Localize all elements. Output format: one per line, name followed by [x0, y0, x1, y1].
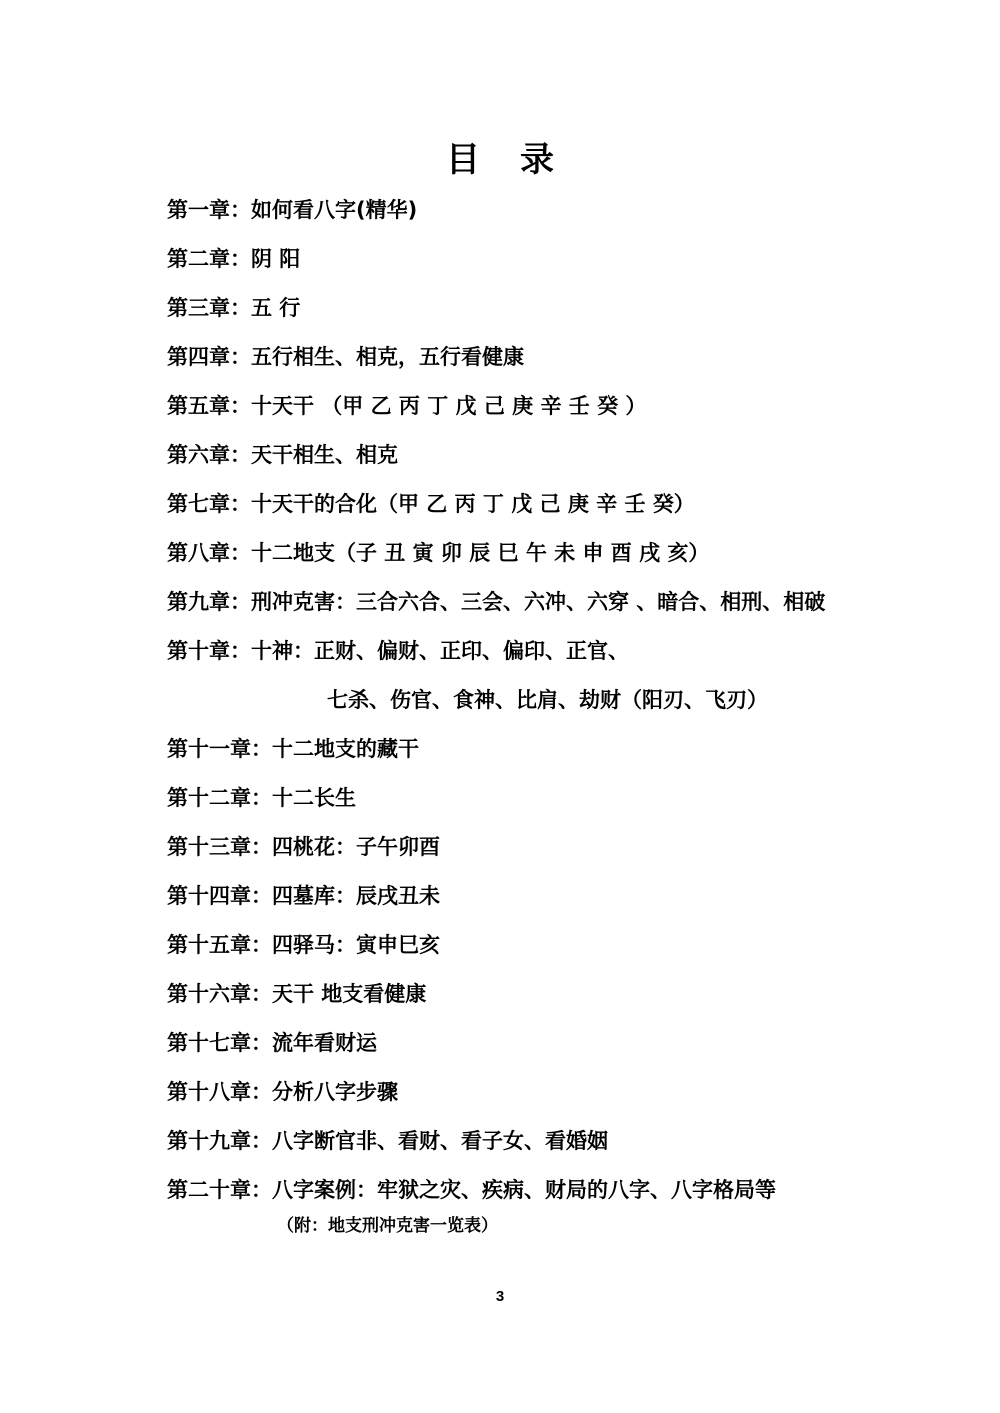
- toc-chapter-label: 第八章：: [167, 541, 251, 565]
- toc-chapter-label: 第九章：: [167, 590, 251, 614]
- toc-entry: [167, 489, 695, 519]
- toc-chapter-title: 刑冲克害：三合六合、三会、六冲、六穿 、暗合、相刑、相破: [251, 590, 826, 614]
- toc-chapter-label: 第四章：: [167, 345, 251, 369]
- page-title: [0, 136, 1000, 184]
- toc-chapter-title: 八字案例：牢狱之灾、疾病、财局的八字、八字格局等: [272, 1178, 776, 1202]
- toc-chapter-title: 四墓库：辰戌丑未: [272, 884, 440, 908]
- toc-chapter-label: 第十六章：: [167, 982, 272, 1006]
- toc-chapter-label: 第十五章：: [167, 933, 272, 957]
- toc-chapter-title: 五 行: [251, 296, 301, 320]
- toc-chapter-title: 四驿马：寅申巳亥: [272, 933, 440, 957]
- toc-chapter-title: 如何看八字(精华): [251, 198, 418, 222]
- toc-chapter-title: 十二地支的藏干: [272, 737, 419, 761]
- toc-entry: [167, 832, 440, 862]
- toc-chapter-label: 第六章：: [167, 443, 251, 467]
- toc-chapter-title: 十神：正财、偏财、正印、偏印、正官、: [251, 639, 629, 663]
- toc-entry: [167, 881, 440, 911]
- toc-chapter-label: 第十四章：: [167, 884, 272, 908]
- toc-chapter-title: 十二长生: [272, 786, 356, 810]
- toc-entry: [167, 636, 629, 666]
- toc-entry: [167, 342, 524, 372]
- toc-entry: [167, 587, 825, 617]
- toc-chapter-label: 第十九章：: [167, 1129, 272, 1153]
- toc-chapter-label: 第二章：: [167, 247, 251, 271]
- toc-chapter-title: 阴 阳: [251, 247, 301, 271]
- toc-chapter-label: 第十二章：: [167, 786, 272, 810]
- toc-entry: [167, 538, 709, 568]
- toc-chapter-label: 第十三章：: [167, 835, 272, 859]
- page-title-right: 录: [520, 140, 554, 180]
- toc-entry: [167, 195, 417, 225]
- toc-entry: [167, 293, 300, 323]
- toc-chapter-label: 第十八章：: [167, 1080, 272, 1104]
- toc-chapter-label: 第十章：: [167, 639, 251, 663]
- page-title-left: 目: [446, 140, 480, 180]
- toc-entry: [167, 979, 426, 1009]
- toc-chapter-label: 第十七章：: [167, 1031, 272, 1055]
- toc-chapter-title: 八字断官非、看财、看子女、看婚姻: [272, 1129, 608, 1153]
- toc-chapter-title: 五行相生、相克，五行看健康: [251, 345, 524, 369]
- toc-chapter-title: 十天干的合化（甲 乙 丙 丁 戊 己 庚 辛 壬 癸）: [251, 492, 695, 516]
- toc-entry: [167, 244, 300, 274]
- toc-chapter-title: 十二地支（子 丑 寅 卯 辰 巳 午 未 申 酉 戌 亥）: [251, 541, 710, 565]
- toc-chapter-title: 分析八字步骤: [272, 1080, 398, 1104]
- toc-chapter-title: 流年看财运: [272, 1031, 377, 1055]
- toc-chapter-label: 第十一章：: [167, 737, 272, 761]
- page-number: 3: [495, 1288, 505, 1305]
- toc-entry: [167, 1175, 776, 1205]
- toc-entry: [167, 930, 440, 960]
- toc-chapter-title: 七杀、伤官、食神、比肩、劫财（阳刃、飞刃）: [327, 688, 768, 712]
- toc-chapter-label: 第三章：: [167, 296, 251, 320]
- toc-chapter-title: 十天干 （甲 乙 丙 丁 戊 己 庚 辛 壬 癸 ）: [251, 394, 647, 418]
- toc-chapter-title: 天干相生、相克: [251, 443, 398, 467]
- toc-entry: [167, 1028, 377, 1058]
- toc-chapter-label: 第二十章：: [167, 1178, 272, 1202]
- toc-chapter-title: 四桃花：子午卯酉: [272, 835, 440, 859]
- toc-entry: [167, 783, 356, 813]
- toc-entry: [167, 734, 419, 764]
- toc-appendix-note: （附：地支刑冲克害一览表）: [277, 1216, 498, 1236]
- toc-entry: [167, 391, 646, 421]
- toc-entry-continuation: [327, 685, 768, 715]
- toc-entry: [167, 1126, 608, 1156]
- toc-entry: [167, 1077, 398, 1107]
- toc-entry: [167, 440, 398, 470]
- toc-chapter-title: 天干 地支看健康: [272, 982, 427, 1006]
- toc-chapter-label: 第一章：: [167, 198, 251, 222]
- toc-chapter-label: 第七章：: [167, 492, 251, 516]
- toc-chapter-label: 第五章：: [167, 394, 251, 418]
